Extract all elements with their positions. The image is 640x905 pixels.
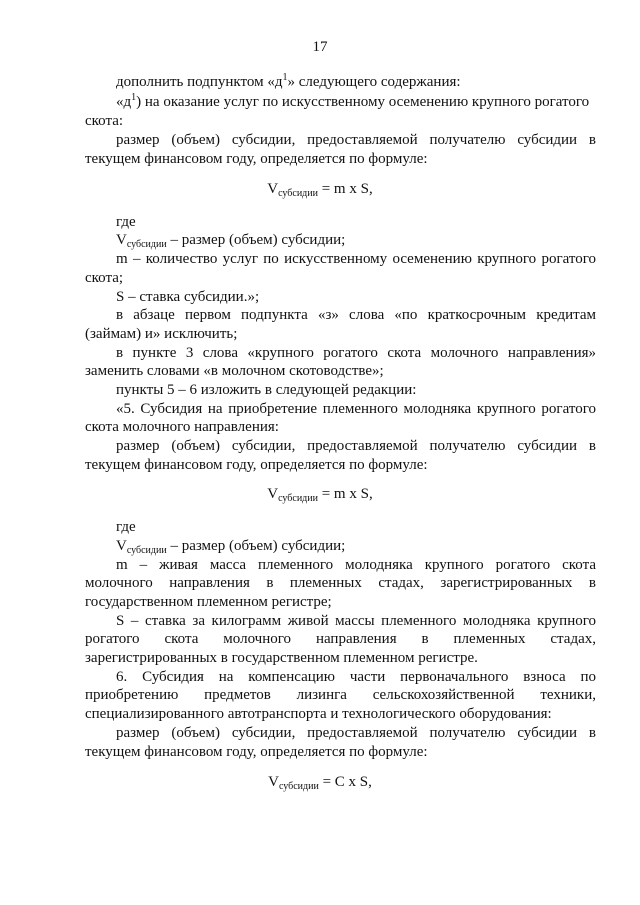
text-line: где [116, 214, 136, 230]
text-line: молочного направления в племенных стадах, зарегистрированных в [85, 575, 596, 591]
formula: $V_{субсидии} = C$ x S, [268, 774, 372, 792]
text-line: где [116, 519, 136, 535]
formula: $V_{субсидии} = m$ x S, [267, 486, 373, 504]
text-line: $V_{субсидии}$ – размер (объем) субсидии; [116, 232, 346, 250]
text-line: в абзаце первом подпункта «з» слова «по краткосрочным кредитам [116, 307, 596, 323]
text-line: m – количество услуг по искусственному осеменению крупного рогатого [116, 251, 596, 267]
text-line: текущем финансовом году, определяется по формуле: [85, 151, 428, 167]
text-line: (займам) и» исключить; [85, 326, 238, 342]
text-line: скота молочного направления: [85, 419, 279, 435]
text-line: S – ставка субсидии.»; [116, 289, 260, 305]
text-line: «$д^1$) на оказание услуг по искусственному осеменению крупного рогатого [116, 92, 590, 110]
text-line: скота: [85, 113, 124, 129]
formula: $V_{субсидии} = m$ x S, [267, 181, 373, 199]
text-line: рогатого скота молочного направления в племенных стадах, [85, 631, 596, 647]
text-line: размер (объем) субсидии, предоставляемой получателю субсидии в [116, 438, 596, 454]
text-line: в пункте 3 слова «крупного рогатого скота молочного направления» [116, 345, 596, 361]
text-line: государственном племенном регистре; [85, 594, 332, 610]
text-line: S – ставка за килограмм живой массы племенного молодняка крупного [116, 613, 596, 629]
text-line: заменить словами «в молочном скотоводстве»; [85, 363, 384, 379]
text-line: размер (объем) субсидии, предоставляемой получателю субсидии в [116, 132, 596, 148]
text-line: дополнить подпунктом «$д^1$» следующего содержания: [116, 72, 461, 90]
text-line: пункты 5 – 6 изложить в следующей редакции: [116, 382, 417, 398]
text-line: $V_{субсидии}$ – размер (объем) субсидии; [116, 538, 346, 556]
text-line: приобретению предметов лизинга сельскохозяйственной техники, [85, 687, 596, 703]
text-line: текущем финансовом году, определяется по формуле: [85, 457, 428, 473]
text-line: текущем финансовом году, определяется по формуле: [85, 744, 428, 760]
page-number: 17 [312, 39, 328, 55]
text-line: m – живая масса племенного молодняка крупного рогатого скота [116, 557, 596, 573]
text-line: специализированного автотранспорта и технологического оборудования: [85, 706, 552, 722]
text-line: «5. Субсидия на приобретение племенного молодняка крупного рогатого [116, 401, 596, 417]
text-line: 6. Субсидия на компенсацию части первоначального взноса по [116, 669, 596, 685]
text-line: зарегистрированных в государственном племенном регистре. [85, 650, 478, 666]
text-line: скота; [85, 270, 124, 286]
text-line: размер (объем) субсидии, предоставляемой получателю субсидии в [116, 725, 596, 741]
